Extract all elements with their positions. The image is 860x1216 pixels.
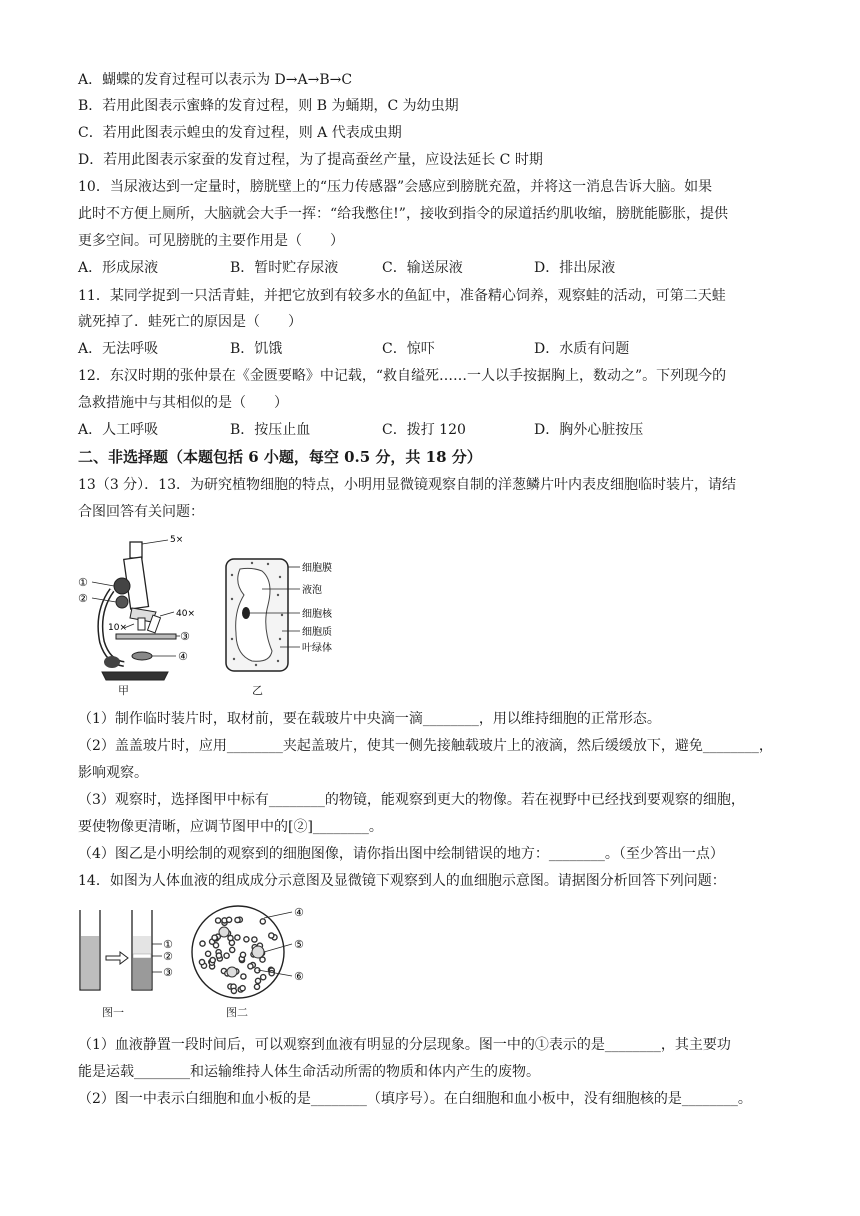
q10-option-c: C．输送尿液: [382, 260, 463, 276]
label-chloroplast: 叶绿体: [302, 643, 332, 654]
test-tubes-drawing: [74, 906, 184, 1001]
q12-option-b: B．按压止血: [230, 422, 311, 438]
red-blood-cell: [227, 917, 232, 922]
q13-sub2-line2: 影响观察。: [78, 765, 148, 781]
q12-options: [78, 421, 790, 439]
red-blood-cell: [269, 971, 274, 976]
red-blood-cell: [216, 918, 221, 923]
microscope-drawing: [72, 532, 202, 702]
q12-stem-line1: 12．东汉时期的张仲景在《金匮要略》中记载，“救自缢死……一人以手按据胸上，数动之”。下列现今的: [78, 368, 727, 384]
q13-sub4: （4）图乙是小明绘制的观察到的细胞图像，请你指出图中绘制错误的地方：________。（至少答出一点）: [78, 846, 724, 862]
blood-tubes-figure: [74, 906, 184, 1026]
q11-options: [78, 340, 790, 358]
plant-cell-drawing: [222, 555, 352, 680]
q10-option-a: A．形成尿液: [78, 260, 159, 276]
label-cell-4: ④: [294, 906, 304, 919]
q14-stem: 14．如图为人体血液的组成成分示意图及显微镜下观察到人的血细胞示意图。请据图分析回答下列问题：: [78, 873, 726, 889]
red-blood-cell: [199, 960, 204, 965]
q11-stem-line2: 就死掉了．蛙死亡的原因是（ ）: [78, 314, 302, 330]
label-10x: 10×: [108, 623, 127, 633]
q12-stem-line2: 急救措施中与其相似的是（ ）: [78, 395, 288, 411]
q10-stem-line2: 此时不方便上厕所，大脑就会大手一挥：“给我憋住!”，接收到指令的尿道括约肌收缩，膀胱能膨胀，提供: [78, 206, 728, 222]
label-cytoplasm: 细胞质: [302, 627, 332, 638]
q9-option-d: D．若用此图表示家蚕的发育过程，为了提高蚕丝产量，应设法延长 C 时期: [78, 152, 543, 168]
label-3: ③: [180, 630, 190, 643]
q9-option-a: A．蝴蝶的发育过程可以表示为 D→A→B→C: [78, 72, 353, 88]
plant-cell-figure: [222, 555, 352, 700]
microscope-figure: [72, 532, 202, 702]
q9-option-b: B．若用此图表示蜜蜂的发育过程，则 B 为蛹期，C 为幼虫期: [78, 98, 459, 114]
label-layer-2: ②: [163, 950, 173, 963]
q12-option-a: A．人工呼吸: [78, 422, 159, 438]
q11-option-b: B．饥饿: [230, 341, 283, 357]
section-2-title: 二、非选择题（本题包括 6 小题，每空 0.5 分，共 18 分）: [78, 448, 482, 466]
q14-sub2: （2）图一中表示白细胞和血小板的是________（填序号）。在白细胞和血小板中，没有细胞核的是________。: [78, 1091, 752, 1107]
red-blood-cell: [200, 941, 205, 946]
q12-option-c: C．拨打 120: [382, 422, 466, 438]
q13-sub2-line1: （2）盖盖玻片时，应用________夹起盖玻片，使其一侧先接触载玻片上的液滴，然后缓缓放下，避免________，: [78, 738, 773, 754]
red-blood-cell: [269, 933, 274, 938]
figure-1-caption: 图一: [102, 1006, 124, 1019]
q13-sub1: （1）制作临时装片时，取材前，要在载玻片中央滴一滴________，用以维持细胞的正常形态。: [78, 711, 661, 727]
label-vacuole: 液泡: [302, 585, 322, 596]
label-layer-1: ①: [163, 938, 173, 951]
red-blood-cell: [248, 964, 253, 969]
red-blood-cell: [240, 986, 245, 991]
label-cell-membrane: 细胞膜: [302, 563, 332, 574]
q14-sub1-line2: 能是运载________和运输维持人体生命活动所需的物质和体内产生的废物。: [78, 1064, 540, 1080]
label-1: ①: [78, 576, 88, 589]
red-blood-cell: [235, 935, 240, 940]
red-blood-cell: [254, 984, 259, 989]
label-2: ②: [78, 592, 88, 605]
label-layer-3: ③: [163, 966, 173, 979]
q11-stem-line1: 11．某同学捉到一只活青蛙，并把它放到有较多水的鱼缸中，准备精心饲养，观察蛙的活动，可第二天蛙: [78, 288, 726, 304]
label-nucleus: 细胞核: [302, 609, 332, 620]
figure-yi-caption: 乙: [252, 684, 263, 697]
label-cell-5: ⑤: [294, 938, 304, 951]
figure-2-caption: 图二: [226, 1006, 248, 1019]
red-blood-cell: [230, 947, 235, 952]
red-blood-cell: [240, 952, 245, 957]
red-blood-cell: [210, 958, 215, 963]
red-blood-cell: [260, 919, 265, 924]
red-blood-cell: [206, 951, 211, 956]
q10-stem-line3: 更多空间。可见膀胱的主要作用是（ ）: [78, 233, 344, 249]
red-blood-cell: [235, 917, 240, 922]
q13-stem-line2: 合图回答有关问题：: [78, 504, 204, 520]
red-blood-cell: [231, 988, 236, 993]
blood-cells-figure: [188, 902, 328, 1026]
q11-option-c: C．惊吓: [382, 341, 435, 357]
q13-stem-line1: 13（3 分）．13．为研究植物细胞的特点，小明用显微镜观察自制的洋葱鳞片叶内表皮细胞临时装片，请结: [78, 477, 736, 493]
q9-option-c: C．若用此图表示蝗虫的发育过程，则 A 代表成虫期: [78, 125, 402, 141]
red-blood-cell: [212, 935, 217, 940]
red-blood-cell: [261, 975, 266, 980]
q10-option-b: B．暂时贮存尿液: [230, 260, 339, 276]
q10-stem-line1: 10．当尿液达到一定量时，膀胱壁上的“压力传感器”会感应到膀胱充盈，并将这一消息告诉大脑。如果: [78, 179, 713, 195]
red-blood-cell: [213, 943, 218, 948]
q11-option-d: D．水质有问题: [534, 341, 630, 357]
q14-sub1-line1: （1）血液静置一段时间后，可以观察到血液有明显的分层现象。图一中的①表示的是________，其主要功: [78, 1037, 731, 1053]
red-blood-cell: [216, 953, 221, 958]
q13-sub3-line1: （3）观察时，选择图甲中标有________的物镜，能观察到更大的物像。若在视野中已经找到要观察的细胞，: [78, 792, 745, 808]
red-blood-cell: [224, 953, 229, 958]
q10-option-d: D．排出尿液: [534, 260, 616, 276]
label-cell-6: ⑥: [294, 970, 304, 983]
q11-option-a: A．无法呼吸: [78, 341, 159, 357]
red-blood-cell: [241, 974, 246, 979]
q10-options: [78, 259, 790, 277]
q12-option-d: D．胸外心脏按压: [534, 422, 644, 438]
label-4: ④: [178, 650, 188, 663]
red-blood-cell: [244, 937, 249, 942]
blood-smear-drawing: [188, 902, 328, 1002]
label-5x: 5×: [170, 535, 184, 545]
label-40x: 40×: [176, 609, 195, 619]
figure-jia-caption: 甲: [118, 684, 129, 697]
red-blood-cell: [255, 978, 260, 983]
q13-sub3-line2: 要使物像更清晰，应调节图甲中的[②]________。: [78, 819, 383, 835]
red-blood-cell: [252, 937, 257, 942]
